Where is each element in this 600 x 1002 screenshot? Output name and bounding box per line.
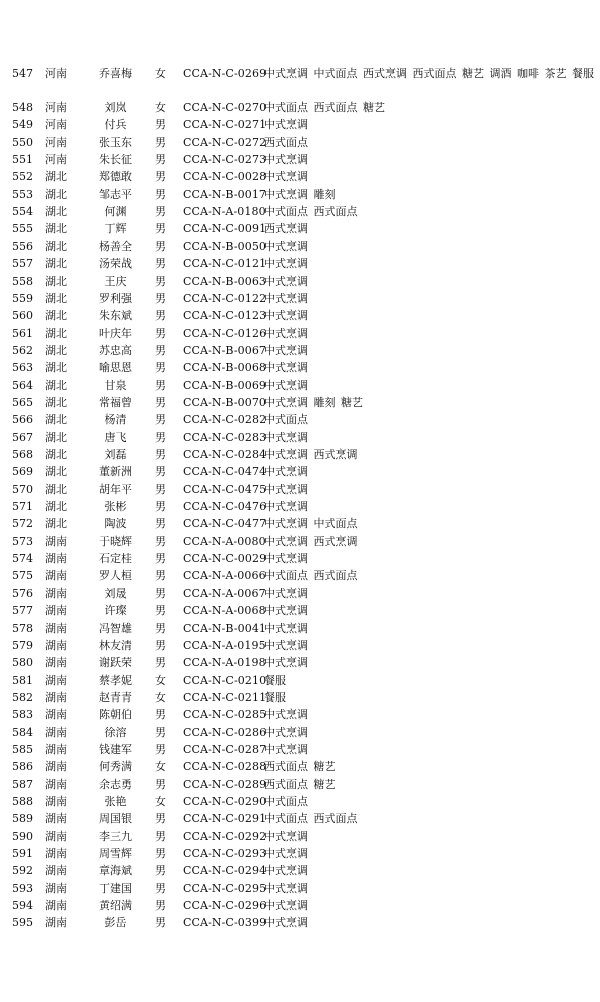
name-cell: 于晓辉	[99, 534, 132, 548]
row-number: 579	[12, 638, 33, 652]
certificate-code-cell: CCA-N-C-0399	[183, 916, 267, 930]
skills-cell: 中式烹调	[264, 604, 308, 618]
province-cell: 湖北	[45, 326, 67, 340]
certificate-code-cell: CCA-N-C-0210	[183, 673, 267, 687]
row-number: 555	[12, 222, 33, 236]
province-cell: 湖南	[45, 812, 67, 826]
name-cell: 何秀满	[99, 760, 132, 774]
skills-cell: 中式烹调	[264, 430, 308, 444]
skills-cell: 中式烹调	[264, 916, 308, 930]
row-number: 593	[12, 881, 33, 895]
certificate-code-cell: CCA-N-A-0080	[183, 534, 266, 548]
province-cell: 湖南	[45, 725, 67, 739]
gender-cell: 男	[155, 777, 166, 791]
row-number: 582	[12, 690, 33, 704]
certificate-code-cell: CCA-N-B-0050	[183, 239, 267, 253]
gender-cell: 男	[155, 847, 166, 861]
row-number: 563	[12, 361, 33, 375]
province-cell: 湖北	[45, 500, 67, 514]
certificate-code-cell: CCA-N-C-0286	[183, 725, 267, 739]
name-cell: 张玉东	[99, 135, 132, 149]
province-cell: 湖南	[45, 864, 67, 878]
gender-cell: 男	[155, 500, 166, 514]
name-cell: 刘晟	[104, 586, 127, 600]
gender-cell: 男	[155, 829, 166, 843]
row-number: 576	[12, 586, 33, 600]
gender-cell: 女	[155, 67, 166, 80]
gender-cell: 男	[155, 291, 166, 305]
certificate-code-cell: CCA-N-C-0126	[183, 326, 267, 340]
skills-cell: 中式烹调	[264, 638, 308, 652]
name-cell: 许璨	[104, 604, 127, 618]
skills-cell: 西式面点 糖艺	[264, 760, 336, 774]
row-number: 586	[12, 760, 33, 774]
name-cell: 蔡孝妮	[99, 673, 132, 687]
skills-cell: 中式烹调	[264, 257, 308, 271]
certificate-code-cell: CCA-N-C-0287	[183, 742, 267, 756]
certificate-code-cell: CCA-N-C-0273	[183, 153, 267, 167]
gender-cell: 男	[155, 638, 166, 652]
certificate-code-cell: CCA-N-C-0288	[183, 760, 267, 774]
name-cell: 王庆	[104, 274, 127, 288]
row-number: 549	[12, 118, 33, 132]
province-cell: 河南	[45, 153, 67, 167]
province-cell: 湖北	[45, 222, 67, 236]
gender-cell: 男	[155, 135, 166, 149]
row-number: 560	[12, 309, 33, 323]
name-cell: 冯智雄	[99, 621, 132, 635]
gender-cell: 男	[155, 621, 166, 635]
row-number: 553	[12, 187, 33, 201]
skills-cell: 中式烹调	[264, 829, 308, 843]
province-cell: 湖南	[45, 742, 67, 756]
skills-cell: 中式烹调	[264, 291, 308, 305]
certificate-code-cell: CCA-N-C-0476	[183, 500, 267, 514]
certificate-code-cell: CCA-N-C-0283	[183, 430, 267, 444]
certificate-code-cell: CCA-N-C-0211	[183, 690, 267, 704]
name-cell: 邹志平	[99, 187, 132, 201]
certificate-code-cell: CCA-N-C-0028	[183, 170, 267, 184]
name-cell: 杨善全	[99, 239, 132, 253]
province-cell: 湖南	[45, 777, 67, 791]
certificate-code-cell: CCA-N-C-0291	[183, 812, 267, 826]
row-number: 552	[12, 170, 33, 184]
row-number: 559	[12, 291, 33, 305]
skills-cell: 中式烹调	[264, 153, 308, 167]
province-cell: 湖南	[45, 690, 67, 704]
certificate-code-cell: CCA-N-B-0069	[183, 378, 267, 392]
certificate-code-cell: CCA-N-B-0017	[183, 187, 267, 201]
certificate-code-cell: CCA-N-C-0271	[183, 118, 267, 132]
gender-cell: 男	[155, 517, 166, 531]
gender-cell: 男	[155, 274, 166, 288]
certificate-code-cell: CCA-N-C-0296	[183, 899, 267, 913]
row-number: 581	[12, 673, 33, 687]
province-cell: 河南	[45, 101, 67, 114]
certificate-code-cell: CCA-N-C-0285	[183, 708, 267, 722]
certificate-code-cell: CCA-N-C-0292	[183, 829, 267, 843]
province-cell: 湖北	[45, 239, 67, 253]
gender-cell: 女	[155, 673, 166, 687]
certificate-code-cell: CCA-N-C-0474	[183, 465, 267, 479]
skills-cell: 中式烹调 中式面点 西式烹调 西式面点 糖艺 调酒 咖啡 茶艺 餐服	[264, 67, 594, 80]
certificate-code-cell: CCA-N-C-0029	[183, 552, 267, 566]
row-number: 551	[12, 153, 33, 167]
name-cell: 付兵	[104, 118, 127, 132]
name-cell: 叶庆年	[99, 326, 132, 340]
gender-cell: 男	[155, 448, 166, 461]
name-cell: 乔喜梅	[99, 67, 132, 80]
province-cell: 湖北	[45, 343, 67, 357]
gender-cell: 男	[155, 430, 166, 444]
province-cell: 湖南	[45, 916, 67, 930]
province-cell: 湖南	[45, 621, 67, 635]
gender-cell: 男	[155, 881, 166, 895]
name-cell: 周雪辉	[99, 847, 132, 861]
certificate-code-cell: CCA-N-C-0270	[183, 101, 267, 114]
certificate-code-cell: CCA-N-C-0477	[183, 517, 267, 531]
row-number: 572	[12, 517, 33, 531]
gender-cell: 男	[155, 257, 166, 271]
skills-cell: 中式烹调	[264, 656, 308, 670]
province-cell: 河南	[45, 135, 67, 149]
row-number: 566	[12, 413, 33, 427]
row-number: 558	[12, 274, 33, 288]
certificate-code-cell: CCA-N-C-0295	[183, 881, 267, 895]
gender-cell: 男	[155, 205, 166, 219]
province-cell: 湖北	[45, 413, 67, 427]
province-cell: 湖南	[45, 708, 67, 722]
skills-cell: 中式烹调	[264, 586, 308, 600]
certificate-code-cell: CCA-N-C-0284	[183, 448, 267, 461]
certificate-code-cell: CCA-N-B-0041	[183, 621, 267, 635]
skills-cell: 西式面点 糖艺	[264, 777, 336, 791]
row-number: 565	[12, 395, 33, 409]
province-cell: 湖北	[45, 465, 67, 479]
gender-cell: 男	[155, 170, 166, 184]
gender-cell: 男	[155, 812, 166, 826]
gender-cell: 男	[155, 708, 166, 722]
province-cell: 湖北	[45, 482, 67, 496]
gender-cell: 男	[155, 343, 166, 357]
name-cell: 章海斌	[99, 864, 132, 878]
row-number: 548	[12, 101, 33, 114]
gender-cell: 男	[155, 239, 166, 253]
certificate-code-cell: CCA-N-C-0290	[183, 795, 267, 808]
province-cell: 湖南	[45, 795, 67, 808]
skills-cell: 中式烹调	[264, 326, 308, 340]
gender-cell: 男	[155, 187, 166, 201]
name-cell: 余志勇	[99, 777, 132, 791]
name-cell: 周国银	[99, 812, 132, 826]
skills-cell: 中式烹调 雕刻 糖艺	[264, 395, 363, 409]
province-cell: 湖南	[45, 899, 67, 913]
gender-cell: 女	[155, 101, 166, 114]
name-cell: 何渊	[104, 205, 127, 219]
certificate-code-cell: CCA-N-C-0269	[183, 67, 267, 80]
skills-cell: 中式烹调	[264, 170, 308, 184]
name-cell: 喻思恩	[99, 361, 132, 375]
certificate-code-cell: CCA-N-B-0070	[183, 395, 267, 409]
skills-cell: 中式面点 西式面点	[264, 569, 358, 583]
row-number: 580	[12, 656, 33, 670]
row-number: 584	[12, 725, 33, 739]
gender-cell: 男	[155, 482, 166, 496]
row-number: 550	[12, 135, 33, 149]
gender-cell: 女	[155, 760, 166, 774]
province-cell: 湖南	[45, 534, 67, 548]
name-cell: 陶波	[104, 517, 127, 531]
skills-cell: 中式烹调	[264, 881, 308, 895]
name-cell: 赵青青	[99, 690, 132, 704]
skills-cell: 中式烹调	[264, 343, 308, 357]
certificate-code-cell: CCA-N-C-0289	[183, 777, 267, 791]
row-number: 577	[12, 604, 33, 618]
name-cell: 张彬	[104, 500, 127, 514]
name-cell: 黄绍满	[99, 899, 132, 913]
certificate-code-cell: CCA-N-C-0293	[183, 847, 267, 861]
skills-cell: 中式面点	[264, 413, 308, 427]
province-cell: 湖北	[45, 309, 67, 323]
skills-cell: 中式烹调	[264, 847, 308, 861]
skills-cell: 中式烹调	[264, 742, 308, 756]
skills-cell: 中式烹调	[264, 378, 308, 392]
name-cell: 陈朝伯	[99, 708, 132, 722]
certificate-code-cell: CCA-N-C-0475	[183, 482, 267, 496]
name-cell: 朱长征	[99, 153, 132, 167]
name-cell: 胡年平	[99, 482, 132, 496]
gender-cell: 男	[155, 552, 166, 566]
skills-cell: 中式烹调	[264, 500, 308, 514]
name-cell: 李三九	[99, 829, 132, 843]
province-cell: 湖南	[45, 604, 67, 618]
province-cell: 湖北	[45, 430, 67, 444]
certificate-code-cell: CCA-N-C-0121	[183, 257, 267, 271]
name-cell: 朱东斌	[99, 309, 132, 323]
name-cell: 彭岳	[104, 916, 127, 930]
name-cell: 钱建军	[99, 742, 132, 756]
name-cell: 谢跃荣	[99, 656, 132, 670]
province-cell: 河南	[45, 67, 67, 80]
gender-cell: 男	[155, 656, 166, 670]
row-number: 571	[12, 500, 33, 514]
row-number: 587	[12, 777, 33, 791]
name-cell: 罗利强	[99, 291, 132, 305]
name-cell: 罗人桓	[99, 569, 132, 583]
skills-cell: 中式烹调 西式烹调	[264, 534, 358, 548]
certificate-code-cell: CCA-N-B-0063	[183, 274, 267, 288]
certificate-code-cell: CCA-N-C-0122	[183, 291, 267, 305]
skills-cell: 中式面点 西式面点	[264, 812, 358, 826]
skills-cell: 中式烹调	[264, 465, 308, 479]
gender-cell: 男	[155, 361, 166, 375]
gender-cell: 男	[155, 604, 166, 618]
certificate-code-cell: CCA-N-C-0294	[183, 864, 267, 878]
row-number: 562	[12, 343, 33, 357]
name-cell: 唐飞	[104, 430, 127, 444]
name-cell: 甘泉	[104, 378, 127, 392]
row-number: 575	[12, 569, 33, 583]
province-cell: 湖北	[45, 187, 67, 201]
skills-cell: 中式烹调	[264, 708, 308, 722]
row-number: 570	[12, 482, 33, 496]
name-cell: 汤荣战	[99, 257, 132, 271]
row-number: 578	[12, 621, 33, 635]
row-number: 556	[12, 239, 33, 253]
row-number: 554	[12, 205, 33, 219]
row-number: 595	[12, 916, 33, 930]
gender-cell: 男	[155, 725, 166, 739]
row-number: 574	[12, 552, 33, 566]
province-cell: 湖南	[45, 569, 67, 583]
skills-cell: 中式面点 西式面点	[264, 205, 358, 219]
skills-cell: 中式烹调 雕刻	[264, 187, 336, 201]
row-number: 585	[12, 742, 33, 756]
gender-cell: 男	[155, 899, 166, 913]
gender-cell: 男	[155, 153, 166, 167]
certificate-code-cell: CCA-N-A-0066	[183, 569, 266, 583]
province-cell: 湖北	[45, 395, 67, 409]
skills-cell: 中式烹调	[264, 899, 308, 913]
row-number: 589	[12, 812, 33, 826]
province-cell: 湖南	[45, 656, 67, 670]
skills-cell: 中式烹调	[264, 864, 308, 878]
gender-cell: 男	[155, 395, 166, 409]
gender-cell: 男	[155, 326, 166, 340]
row-number: 568	[12, 448, 33, 461]
certificate-code-cell: CCA-N-C-0091	[183, 222, 267, 236]
row-number: 583	[12, 708, 33, 722]
province-cell: 湖北	[45, 257, 67, 271]
name-cell: 郑德敢	[99, 170, 132, 184]
skills-cell: 中式烹调	[264, 482, 308, 496]
province-cell: 湖南	[45, 760, 67, 774]
row-number: 564	[12, 378, 33, 392]
gender-cell: 男	[155, 864, 166, 878]
province-cell: 湖北	[45, 448, 67, 461]
row-number: 590	[12, 829, 33, 843]
row-number: 588	[12, 795, 33, 808]
certificate-code-cell: CCA-N-C-0272	[183, 135, 267, 149]
name-cell: 丁辉	[104, 222, 127, 236]
skills-cell: 西式面点	[264, 135, 308, 149]
province-cell: 湖南	[45, 586, 67, 600]
row-number: 547	[12, 67, 33, 80]
province-cell: 湖南	[45, 673, 67, 687]
gender-cell: 男	[155, 586, 166, 600]
skills-cell: 中式烹调	[264, 725, 308, 739]
province-cell: 湖北	[45, 170, 67, 184]
gender-cell: 男	[155, 742, 166, 756]
gender-cell: 女	[155, 795, 166, 808]
skills-cell: 中式烹调 中式面点	[264, 517, 358, 531]
skills-cell: 中式烹调	[264, 361, 308, 375]
gender-cell: 男	[155, 222, 166, 236]
skills-cell: 中式烹调	[264, 118, 308, 132]
name-cell: 刘磊	[104, 448, 127, 461]
certificate-code-cell: CCA-N-A-0068	[183, 604, 266, 618]
province-cell: 湖南	[45, 552, 67, 566]
name-cell: 苏忠高	[99, 343, 132, 357]
row-number: 592	[12, 864, 33, 878]
gender-cell: 男	[155, 916, 166, 930]
skills-cell: 餐服	[264, 673, 286, 687]
row-number: 557	[12, 257, 33, 271]
gender-cell: 女	[155, 690, 166, 704]
certificate-code-cell: CCA-N-C-0123	[183, 309, 267, 323]
row-number: 573	[12, 534, 33, 548]
skills-cell: 中式面点 西式面点 糖艺	[264, 101, 385, 114]
skills-cell: 中式烹调	[264, 552, 308, 566]
name-cell: 石定桂	[99, 552, 132, 566]
gender-cell: 男	[155, 413, 166, 427]
certificate-code-cell: CCA-N-A-0180	[183, 205, 266, 219]
name-cell: 刘岚	[104, 101, 127, 114]
skills-cell: 中式烹调	[264, 274, 308, 288]
name-cell: 董新洲	[99, 465, 132, 479]
skills-cell: 西式烹调	[264, 222, 308, 236]
province-cell: 湖北	[45, 274, 67, 288]
province-cell: 河南	[45, 118, 67, 132]
name-cell: 林友清	[99, 638, 132, 652]
province-cell: 湖南	[45, 638, 67, 652]
skills-cell: 中式烹调	[264, 239, 308, 253]
province-cell: 湖南	[45, 881, 67, 895]
province-cell: 湖南	[45, 829, 67, 843]
certificate-code-cell: CCA-N-B-0067	[183, 343, 267, 357]
row-number: 567	[12, 430, 33, 444]
row-number: 569	[12, 465, 33, 479]
certificate-code-cell: CCA-N-A-0198	[183, 656, 266, 670]
name-cell: 徐溶	[104, 725, 127, 739]
skills-cell: 中式面点	[264, 795, 308, 808]
province-cell: 湖北	[45, 378, 67, 392]
province-cell: 湖南	[45, 847, 67, 861]
province-cell: 湖北	[45, 291, 67, 305]
gender-cell: 男	[155, 465, 166, 479]
province-cell: 湖北	[45, 205, 67, 219]
name-cell: 杨清	[104, 413, 127, 427]
gender-cell: 男	[155, 569, 166, 583]
province-cell: 湖北	[45, 517, 67, 531]
gender-cell: 男	[155, 118, 166, 132]
skills-cell: 餐服	[264, 690, 286, 704]
name-cell: 张艳	[104, 795, 127, 808]
name-cell: 丁建国	[99, 881, 132, 895]
row-number: 561	[12, 326, 33, 340]
certificate-code-cell: CCA-N-B-0068	[183, 361, 267, 375]
province-cell: 湖北	[45, 361, 67, 375]
certificate-code-cell: CCA-N-A-0067	[183, 586, 266, 600]
name-cell: 常福曾	[99, 395, 132, 409]
skills-cell: 中式烹调 西式烹调	[264, 448, 358, 461]
skills-cell: 中式烹调	[264, 309, 308, 323]
certificate-code-cell: CCA-N-C-0282	[183, 413, 267, 427]
gender-cell: 男	[155, 378, 166, 392]
row-number: 591	[12, 847, 33, 861]
certificate-code-cell: CCA-N-A-0195	[183, 638, 266, 652]
gender-cell: 男	[155, 309, 166, 323]
row-number: 594	[12, 899, 33, 913]
gender-cell: 男	[155, 534, 166, 548]
skills-cell: 中式烹调	[264, 621, 308, 635]
